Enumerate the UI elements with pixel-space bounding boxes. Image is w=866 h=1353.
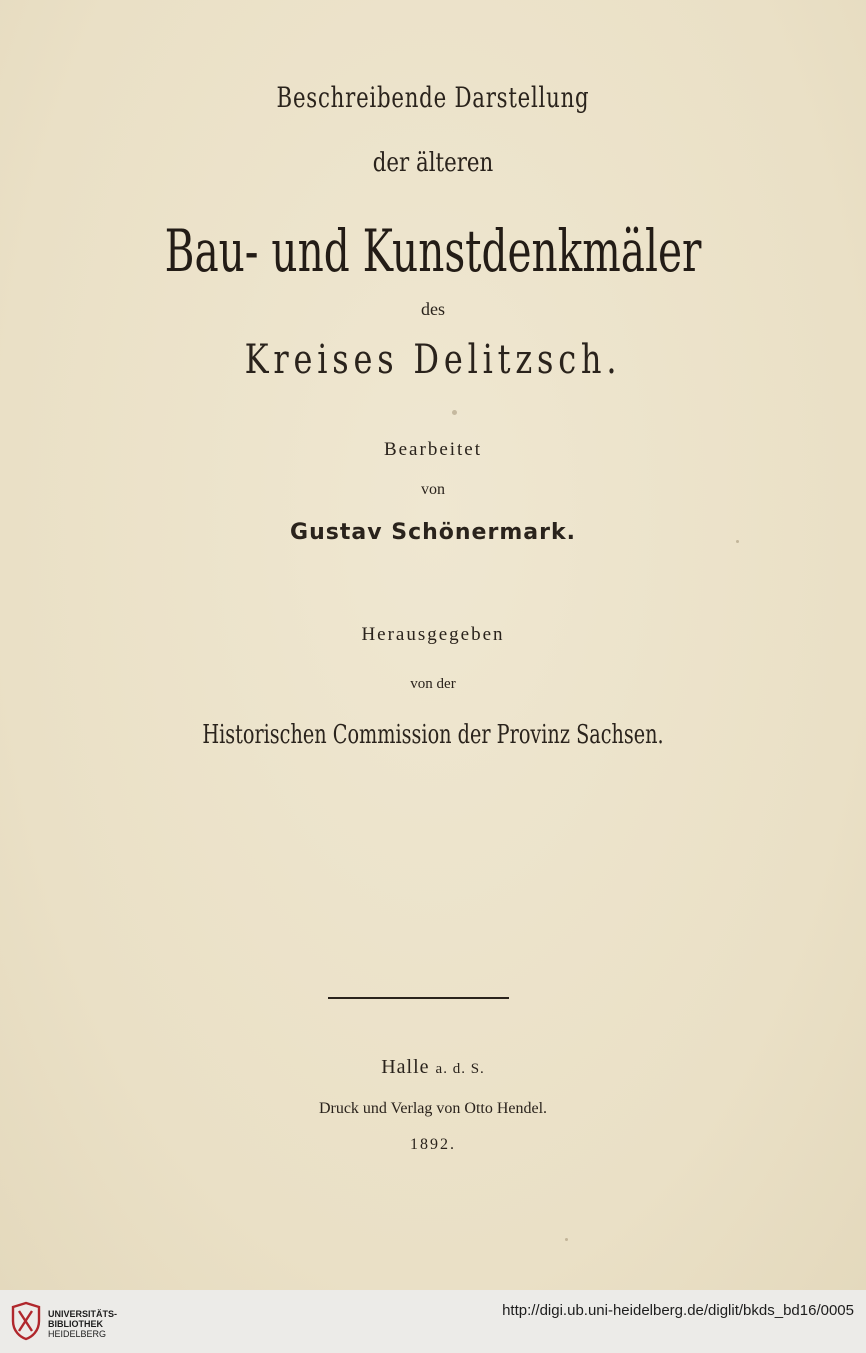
permalink-url[interactable]: http://digi.ub.uni-heidelberg.de/diglit/bkds_bd16/0005 bbox=[502, 1302, 854, 1319]
place-city: Halle bbox=[381, 1056, 430, 1078]
logo-line-1: UNIVERSITÄTS- bbox=[48, 1309, 118, 1319]
title-line-der-aelteren: der älteren bbox=[372, 148, 494, 178]
by-the-label: von der bbox=[410, 676, 456, 692]
paper-spot bbox=[736, 540, 739, 543]
library-logo-text bbox=[48, 1309, 117, 1339]
place-of-publication bbox=[0, 1057, 866, 1077]
title-line-kreises: Kreises Delitzsch. bbox=[244, 337, 622, 383]
paper-spot bbox=[565, 1238, 568, 1241]
title-line-des: des bbox=[421, 299, 445, 319]
divider-rule bbox=[328, 997, 509, 999]
publication-year: 1892. bbox=[410, 1136, 456, 1153]
main-title: Bau- und Kunstdenkmäler bbox=[164, 217, 702, 285]
title-line-beschreibende: Beschreibende Darstellung bbox=[276, 81, 590, 114]
edited-label: Bearbeitet bbox=[383, 439, 483, 460]
printer-line: Druck und Verlag von Otto Hendel. bbox=[318, 1100, 548, 1117]
author-name: Gustav Schönermark. bbox=[290, 520, 576, 545]
viewer-footer bbox=[0, 1290, 866, 1353]
library-logo-icon bbox=[10, 1301, 42, 1341]
by-label: von bbox=[421, 481, 445, 498]
logo-line-2: BIBLIOTHEK bbox=[48, 1319, 103, 1329]
library-logo[interactable] bbox=[10, 1297, 118, 1343]
place-suffix: a. d. S. bbox=[435, 1061, 485, 1077]
publisher-body: Historischen Commission der Provinz Sachsen. bbox=[202, 720, 664, 750]
logo-line-3: HEIDELBERG bbox=[48, 1329, 107, 1339]
published-label: Herausgegeben bbox=[361, 624, 505, 645]
paper-spot bbox=[452, 410, 457, 415]
